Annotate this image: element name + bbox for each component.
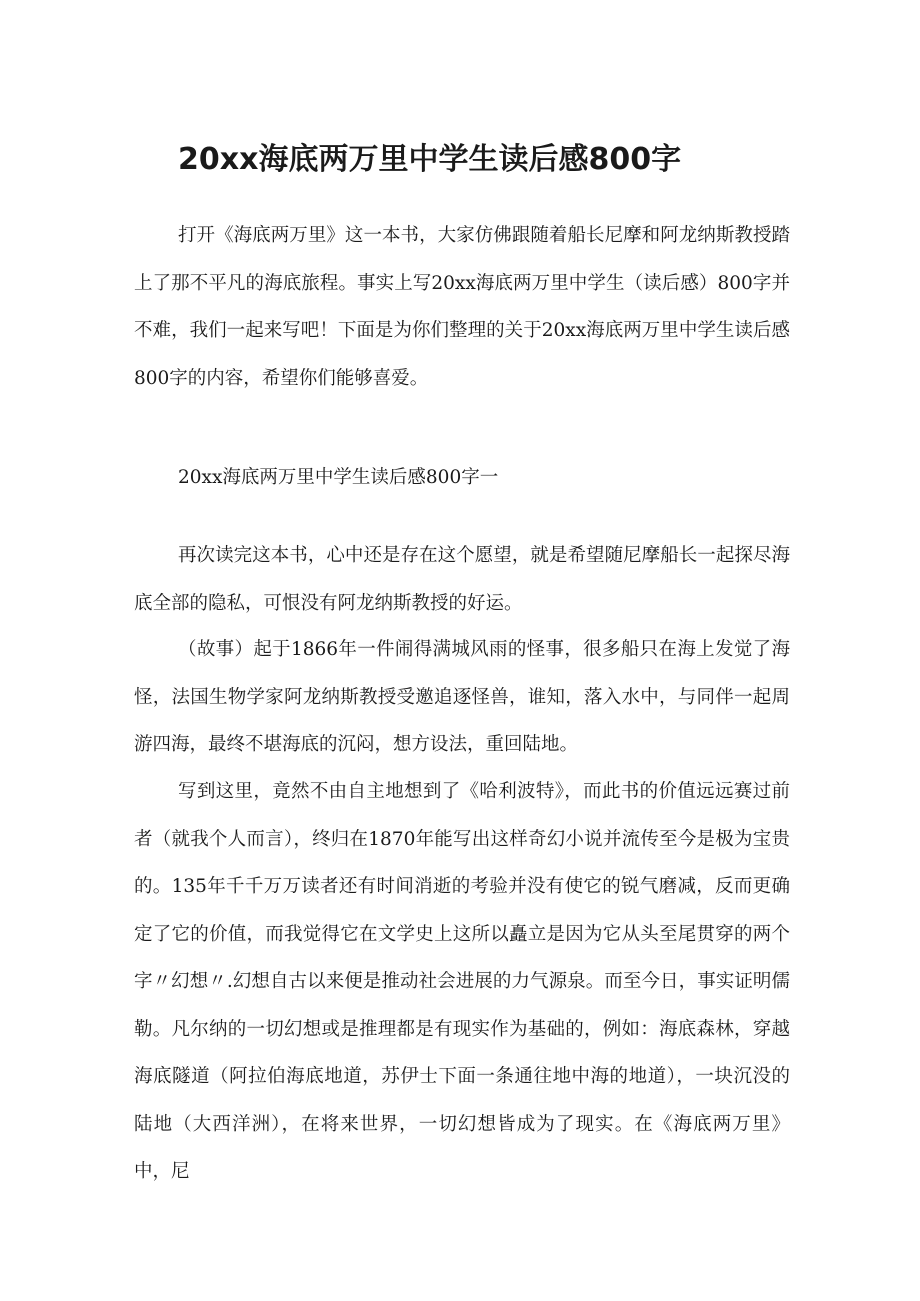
body-paragraph-1: 再次读完这本书，心中还是存在这个愿望，就是希望随尼摩船长一起探尽海底全部的隐私，可恨没有阿龙纳斯教授的好运。 xyxy=(134,545,790,614)
section-heading: 20xx海底两万里中学生读后感800字一 xyxy=(178,467,499,488)
document-title: 20xx海底两万里中学生读后感800字 xyxy=(178,142,682,177)
body-paragraph-3: 写到这里，竟然不由自主地想到了《哈利波特》，而此书的价值远远赛过前者（就我个人而言），终归在1870年能写出这样奇幻小说并流传至今是极为宝贵的。135年千千万万读者还有时间消逝的考验并没有使它的锐气磨减，反而更确定了它的价值，而我觉得它在文学史上这所以矗立是因为它从头至尾贯穿的两个字〃幻想〃.幻想自古以来便是推动社会进展的力气源泉。而至今日，事实证明儒勒。凡尔纳的一切幻想或是推理都是有现实作为基础的，例如：海底森林，穿越海底隧道（阿拉伯海底地道，苏伊士下面一条通往地中海的地道），一块沉没的陆地（大西洋洲），在将来世界，一切幻想皆成为了现实。在《海底两万里》中，尼 xyxy=(134,781,790,1182)
intro-paragraph: 打开《海底两万里》这一本书，大家仿佛跟随着船长尼摩和阿龙纳斯教授踏上了那不平凡的海底旅程。事实上写20xx海底两万里中学生（读后感）800字并不难，我们一起来写吧！下面是为你们整理的关于20xx海底两万里中学生读后感800字的内容，希望你们能够喜爱。 xyxy=(134,225,790,389)
body-paragraph-2: （故事）起于1866年一件闹得满城风雨的怪事，很多船只在海上发觉了海怪，法国生物学家阿龙纳斯教授受邀追逐怪兽，谁知，落入水中，与同伴一起周游四海，最终不堪海底的沉闷，想方设法，重回陆地。 xyxy=(134,639,790,755)
